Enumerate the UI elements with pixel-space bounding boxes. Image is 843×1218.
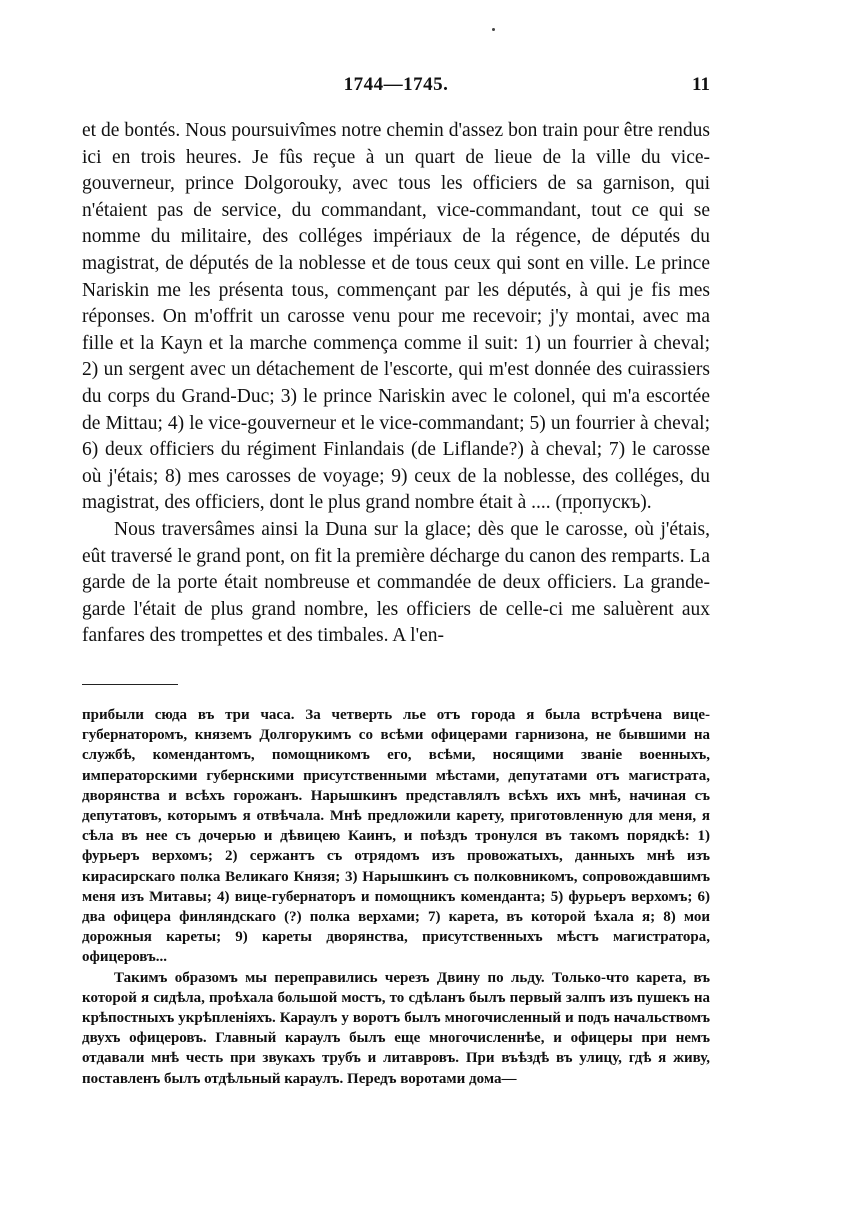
footnote-divider: [82, 684, 178, 685]
main-text: [82, 118, 710, 650]
running-head: [82, 74, 710, 100]
main-paragraph: Nous traversâmes ainsi la Duna sur la glace; dès que le carosse, où j'étais, eût traversé le grand pont, on fit la première décharge du canon des remparts. La garde de la porte était nombreuse et commandée de deux officiers. La grande-garde l'était de plus grand nombre, les officiers de celle-ci me saluèrent aux fanfares des trompettes et des timbales. A l'en-: [82, 518, 710, 647]
page-number: 11: [692, 74, 710, 95]
footnote-paragraph: Такимъ образомъ мы переправились черезъ Двину по льду. Только-что карета, въ которой я сидѣла, проѣхала большой мостъ, то сдѣланъ былъ первый залпъ изъ пушекъ на крѣпостныхъ укрѣпленіяхъ. Караулъ у воротъ былъ многочисленный и подъ начальствомъ двухъ офицеровъ. Главный караулъ былъ еще многочисленнѣе, и офицеры при немъ отдавали мнѣ честь при звукахъ трубъ и литавровъ. При въѣздѣ въ улицу, гдѣ я живу, поставленъ былъ отдѣльный караулъ. Передъ воротами дома—: [82, 969, 710, 1087]
footnote-paragraph: прибыли сюда въ три часа. За четверть лье отъ города я была встрѣчена вице-губернаторомъ, княземъ Долгорукимъ со всѣми офицерами гарнизона, не бывшими на службѣ, комендантомъ, помощникомъ его, всѣми, носящими званіе военныхъ, императорскими губернскими присутственными мѣстами, депутатами отъ магистрата, дворянства и всѣхъ горожанъ. Нарышкинъ представлялъ всѣхъ ихъ мнѣ, начиная съ депутатовъ, которымъ я отвѣчала. Мнѣ предложили карету, приготовленную для меня, я сѣла въ нее съ дочерью и дѣвицею Каинъ, и поѣздъ тронулся въ такомъ порядкѣ: 1) фурьеръ верхомъ; 2) сержантъ съ отрядомъ изъ провожатыхъ, данныхъ мнѣ изъ кирасирскаго полка Великаго Князя; 3) Нарышкинъ съ полковникомъ, сопровождавшимъ меня изъ Митавы; 4) вице-губернаторъ и помощникъ коменданта; 5) фурьеръ верхомъ; 6) два офицера финляндскаго (?) полка верхами; 7) карета, въ которой ѣхала я; 8) мои дорожныя кареты; 9) кареты дворянства, присутственныхъ мѣстъ магистратора, офицеровъ...: [82, 707, 710, 966]
page-title-years: 1744—1745.: [343, 74, 449, 95]
main-paragraph: et de bontés. Nous poursuivîmes notre chemin d'assez bon train pour être rendus ici en trois heures. Je fûs reçue à un quart de lieue de la ville du vice-gouverneur, prince Dolgorouky, avec tous les officiers de sa garnison, qui n'étaient pas de service, du commandant, vice-commandant, tout ce qui se nomme du militaire, des colléges impériaux de la régence, de députés du magistrat, de députés de la noblesse et de tous ceux qui sont en ville. Le prince Nariskin me les présenta tous, commençant par les députés, à qui je fis mes réponses. On m'offrit un carosse venu pour me recevoir; j'y montai, avec ma fille et la Kayn et la marche commença comme il suit: 1) un fourrier à cheval; 2) un sergent avec un détachement de l'escorte, qui m'est donnée des cuirassiers du corps du Grand-Duc; 3) le prince Nariskin avec le colonel, qui m'a escortée de Mittau; 4) le vice-gouverneur et le vice-commandant; 5) un fourrier à cheval; 6) deux officiers du régiment Finlandais (de Liflande?) à cheval; 7) le carosse où j'étais; 8) mes carosses de voyage; 9) ceux de la noblesse, des colléges, du magistrat, des officiers, dont le plus grand nombre était à .... (пропускъ).: [82, 120, 710, 514]
footnote-translation: [82, 705, 710, 1089]
print-speck: [492, 28, 495, 31]
